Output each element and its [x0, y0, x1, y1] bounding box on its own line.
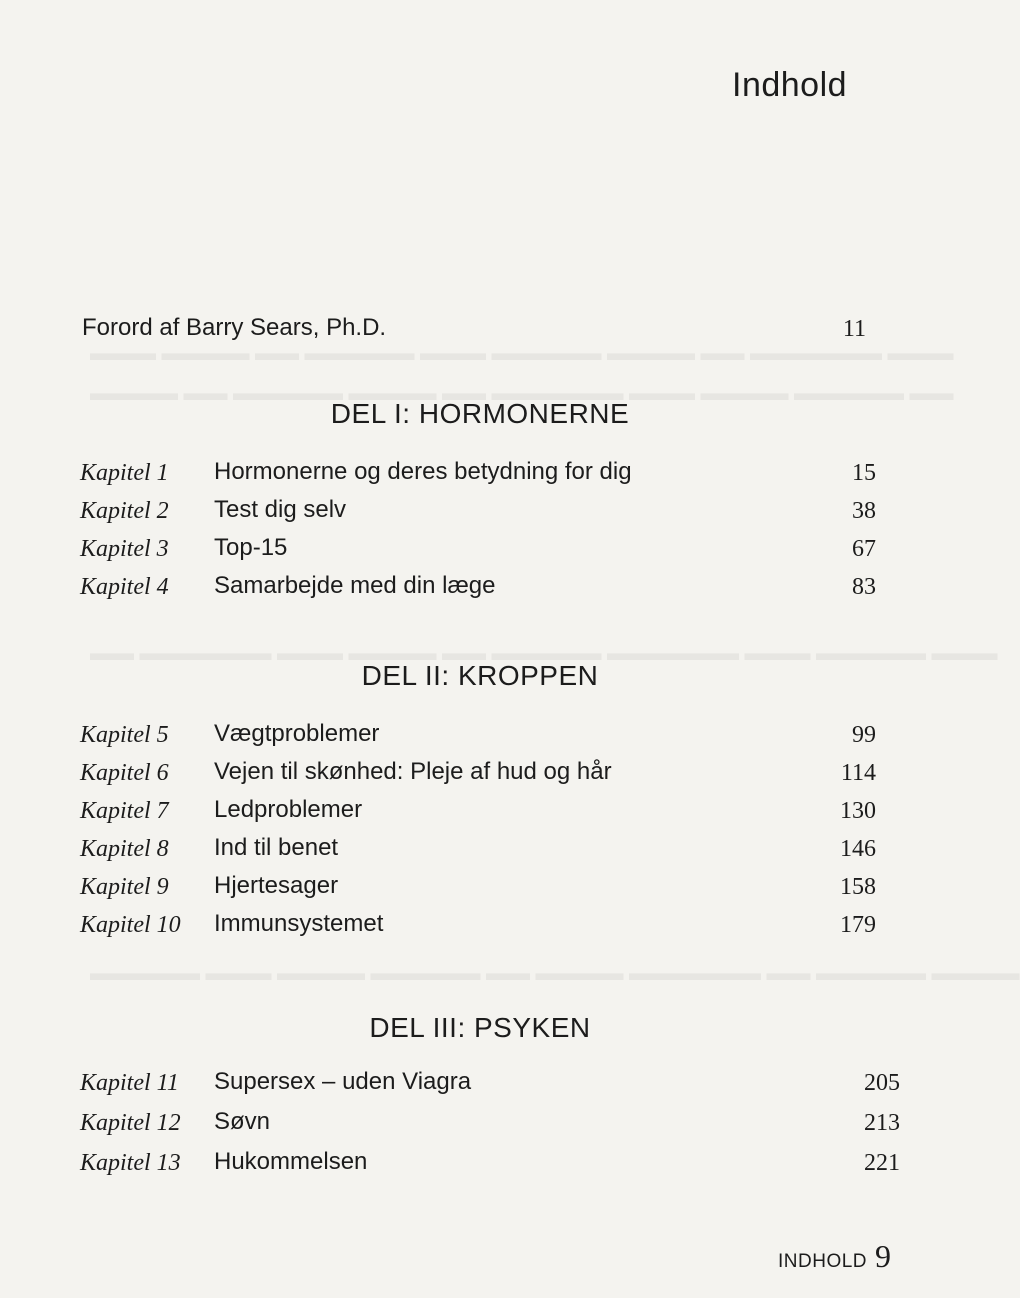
toc-row: [80, 572, 876, 608]
toc-row: [80, 1068, 900, 1104]
chapter-title: Hormonerne og deres betydning for dig: [214, 458, 632, 485]
running-footer-label: INDHOLD: [778, 1251, 868, 1272]
part-heading-3: DEL III: PSYKEN: [369, 1012, 591, 1043]
chapter-title: Vejen til skønhed: Pleje af hud og hår: [214, 758, 612, 785]
part-heading-2: DEL II: KROPPEN: [361, 660, 599, 691]
chapter-label: Kapitel 4: [80, 574, 169, 600]
page-number: 9: [875, 1238, 892, 1274]
foreword-label: Forord af Barry Sears, Ph.D.: [82, 314, 387, 341]
chapter-title: Top-15: [214, 534, 288, 561]
chapter-title: Supersex – uden Viagra: [214, 1068, 472, 1095]
chapter-title: Ind til benet: [214, 834, 339, 861]
chapter-page-number: 213: [864, 1110, 900, 1136]
chapter-page-number: 179: [840, 912, 876, 938]
chapter-title: Ledproblemer: [214, 796, 363, 823]
chapter-title: Immunsystemet: [214, 910, 384, 937]
toc-row: [80, 1148, 900, 1184]
part-heading-1: DEL I: HORMONERNE: [330, 398, 630, 429]
foreword-page-number: 11: [842, 316, 866, 342]
chapter-label: Kapitel 6: [80, 760, 169, 786]
toc-row: [80, 910, 876, 946]
toc-page: ▬▬▬ ▬▬▬▬ ▬▬ ▬▬▬▬▬ ▬▬▬ ▬▬▬▬▬ ▬▬▬▬ ▬▬ ▬▬▬▬▬▬ ▬▬▬ ▬▬▬▬ ▬▬ ▬▬▬▬▬ ▬▬▬▬ ▬▬ ▬▬▬▬▬▬ ▬▬▬ ▬▬▬▬ ▬▬▬▬▬ ▬▬ ▬▬ ▬▬▬▬▬▬ ▬▬▬ ▬▬▬▬ ▬▬ ▬▬▬▬▬ ▬▬▬▬▬▬ ▬▬▬ ▬▬▬▬▬ ▬▬▬ ▬▬▬▬▬ ▬▬▬ ▬▬▬▬ ▬▬▬▬▬ ▬▬ ▬▬▬▬ ▬▬▬▬▬▬ ▬▬ ▬▬▬▬▬ ▬▬▬▬ Indhold Forord af Barry Sears, Ph.D. 11 DEL I: HORMONERNE Kapitel 1 Hormonerne og deres betydning for dig 15 Kapitel 2 Test dig selv 38 Kapitel 3 Top-15 67 Kapitel 4 Samarbejde med din læge 83 DEL II: KROPPEN Kapitel 5 Vægtproblemer 99 Kapitel 6 Vejen til skønhed: Pleje af hud og hår 114 Kapitel 7 Ledproblemer 130 Kapitel 8 Ind til benet 146 Kapitel 9 Hjertesager 158 Kapitel 10 Immunsystemet 179 DEL III: PSYKEN Kapitel 11 Supersex – uden Viagra 205 Kapitel 12 Søvn 213 Kapitel 13 Hukommelsen 221 INDHOLD 9: [0, 0, 960, 1298]
chapter-label: Kapitel 10: [80, 912, 181, 938]
chapter-page-number: 130: [840, 798, 876, 824]
chapter-label: Kapitel 7: [80, 798, 169, 824]
toc-row: [80, 872, 876, 908]
page-footer: [778, 1238, 891, 1275]
toc-row: [80, 758, 876, 794]
page-title: Indhold: [732, 66, 848, 104]
chapter-label: Kapitel 12: [80, 1110, 181, 1136]
toc-row: [80, 496, 876, 532]
chapter-page-number: 221: [864, 1150, 900, 1176]
chapter-page-number: 146: [840, 836, 876, 862]
chapter-title: Hukommelsen: [214, 1148, 368, 1175]
chapter-label: Kapitel 13: [80, 1150, 181, 1176]
toc-row: [80, 720, 876, 756]
chapter-page-number: 158: [840, 874, 876, 900]
chapter-title: Vægtproblemer: [214, 720, 380, 747]
chapter-page-number: 67: [852, 536, 876, 562]
chapter-page-number: 114: [840, 760, 876, 786]
toc-row: [80, 796, 876, 832]
toc-row: [80, 834, 876, 870]
chapter-title: Samarbejde med din læge: [214, 572, 496, 599]
chapter-page-number: 205: [864, 1070, 900, 1096]
chapter-label: Kapitel 2: [80, 498, 169, 524]
chapter-label: Kapitel 9: [80, 874, 169, 900]
chapter-title: Søvn: [214, 1108, 271, 1135]
chapter-label: Kapitel 1: [80, 460, 169, 486]
chapter-page-number: 38: [852, 498, 876, 524]
chapter-title: Hjertesager: [214, 872, 339, 899]
toc-row: [80, 534, 876, 570]
chapter-label: Kapitel 11: [80, 1070, 179, 1096]
chapter-page-number: 83: [852, 574, 876, 600]
toc-row: [80, 1108, 900, 1144]
foreword-entry: [82, 314, 866, 342]
chapter-page-number: 15: [852, 460, 876, 486]
toc-row: [80, 458, 876, 494]
chapter-page-number: 99: [852, 722, 876, 748]
chapter-label: Kapitel 5: [80, 722, 169, 748]
chapter-label: Kapitel 3: [80, 536, 169, 562]
chapter-title: Test dig selv: [214, 496, 347, 523]
chapter-label: Kapitel 8: [80, 836, 169, 862]
show-through-texture: ▬▬▬ ▬▬▬▬ ▬▬ ▬▬▬▬▬ ▬▬▬ ▬▬▬▬▬ ▬▬▬▬ ▬▬ ▬▬▬▬▬▬ ▬▬▬: [90, 340, 954, 365]
